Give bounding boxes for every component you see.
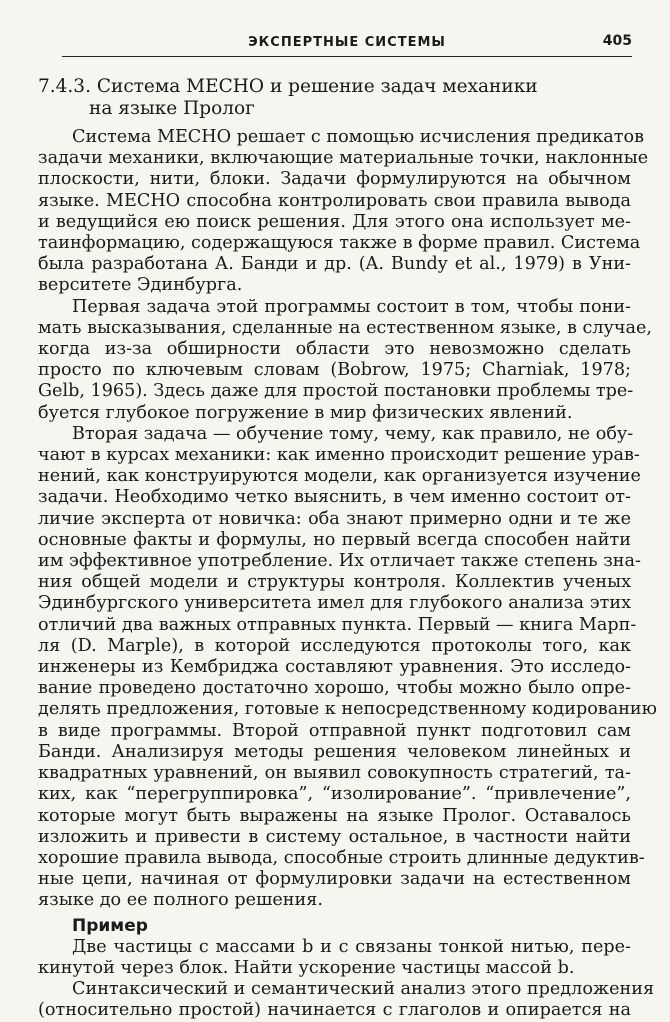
- text-line: плоскости, нити, блоки. Задачи формулируются на обычном: [38, 169, 631, 190]
- example-heading: Пример: [72, 915, 148, 936]
- text-line: просто по ключевым словам (Bobrow, 1975; Charniak, 1978;: [38, 360, 631, 381]
- text-line: Банди. Анализируя методы решения человеком линейных и: [38, 741, 631, 762]
- text-line: в виде программы. Второй отправной пункт подготовил сам: [38, 720, 631, 741]
- text-line: таинформацию, содержащуюся также в форме правил. Система: [38, 233, 641, 254]
- running-header: [62, 26, 632, 57]
- paragraph-intro: [38, 127, 649, 297]
- text-line: Две частицы с массами b и c связаны тонкой нитью, пере-: [72, 936, 631, 957]
- text-line: Эдинбургского университета имел для глубокого анализа этих: [38, 593, 631, 614]
- text-line: личие эксперта от новичка: оба знают примерно одни и те же: [38, 508, 631, 529]
- text-line: ные цепи, начиная от формулировки задачи на естественном: [38, 869, 631, 890]
- text-line: буется глубокое погружение в мир физических явлений.: [38, 402, 573, 423]
- text-line: языке. МЕСНО способна контролировать свои правила вывода: [38, 190, 631, 211]
- text-line: Gelb, 1965). Здесь даже для простой постановки проблемы тре-: [38, 381, 634, 402]
- text-line: когда из-за обширности области это невозможно сделать: [38, 339, 631, 360]
- text-line: Синтаксический и семантический анализ этого предложения: [72, 979, 655, 1000]
- text-line: задачи. Необходимо четко выяснить, в чем именно состоит от-: [38, 487, 631, 508]
- text-line: квадратных уравнений, он выявил совокупность стратегий, та-: [38, 763, 631, 784]
- running-header-title: ЭКСПЕРТНЫЕ СИСТЕМЫ: [248, 35, 446, 50]
- text-line: (относительно простой) начинается с глаголов и опирается на: [38, 1000, 631, 1021]
- text-line: ния общей модели и структуры контроля. Коллектив ученых: [38, 572, 631, 593]
- text-line: и ведущийся ею поиск решения. Для этого она использует ме-: [38, 211, 631, 232]
- text-line: им эффективное употребление. Их отличает также степень зна-: [38, 551, 641, 572]
- text-line: которые могут быть выражены на языке Пролог. Оставалось: [38, 805, 631, 826]
- text-line: Система МЕСНО решает с помощью исчисления предикатов: [72, 127, 644, 147]
- text-line: Вторая задача — обучение тому, чему, как правило, не обу-: [72, 423, 634, 444]
- text-line: ля (D. Marple), в которой исследуются протоколы того, как: [38, 635, 631, 656]
- body-text: [38, 127, 657, 1022]
- text-line: делять предложения, готовые к непосредственному кодированию: [38, 699, 657, 720]
- page-number: 405: [602, 33, 632, 49]
- section-title-line: на языке Пролог: [89, 98, 255, 119]
- paragraph-analysis: [38, 979, 655, 1021]
- text-line: была разработана А. Банди и др. (A. Bundy et al., 1979) в Уни-: [38, 254, 631, 275]
- section-title: [38, 76, 558, 120]
- text-line: задачи механики, включающие материальные точки, наклонные: [38, 148, 649, 169]
- text-line: изложить и привести в систему остальное, в частности найти: [38, 826, 631, 847]
- text-line: основные факты и формулы, но первый всегда способен найти: [38, 529, 631, 550]
- paragraph-second-task: [38, 423, 657, 912]
- text-line: ких, как “перегруппировка”, “изолирование”. “привлечение”,: [38, 784, 631, 805]
- text-line: инженеры из Кембриджа составляют уравнения. Это исследо-: [38, 657, 631, 678]
- text-line: отличий два важных отправных пункта. Первый — книга Марп-: [38, 614, 637, 635]
- paragraph-first-task: [38, 296, 653, 424]
- text-line: мать высказывания, сделанные на естественном языке, в случае,: [38, 317, 653, 338]
- text-line: вание проведено достаточно хорошо, чтобы можно было опре-: [38, 678, 631, 699]
- text-line: нений, как конструируются модели, как организуется изучение: [38, 466, 641, 487]
- text-line: Первая задача этой программы состоит в том, чтобы пони-: [72, 296, 631, 317]
- text-line: языке до ее полного решения.: [38, 890, 323, 911]
- text-line: чают в курсах механики: как именно происходит решение урав-: [38, 445, 640, 466]
- text-line: кинутой через блок. Найти ускорение частицы массой b.: [38, 957, 575, 978]
- section-title-line: 7.4.3. Система МЕСНО и решение задач механики: [38, 76, 538, 97]
- text-line: хорошие правила вывода, способные строить длинные дедуктив-: [38, 847, 645, 868]
- example-text: [38, 937, 631, 979]
- text-line: верситете Эдинбурга.: [38, 275, 243, 296]
